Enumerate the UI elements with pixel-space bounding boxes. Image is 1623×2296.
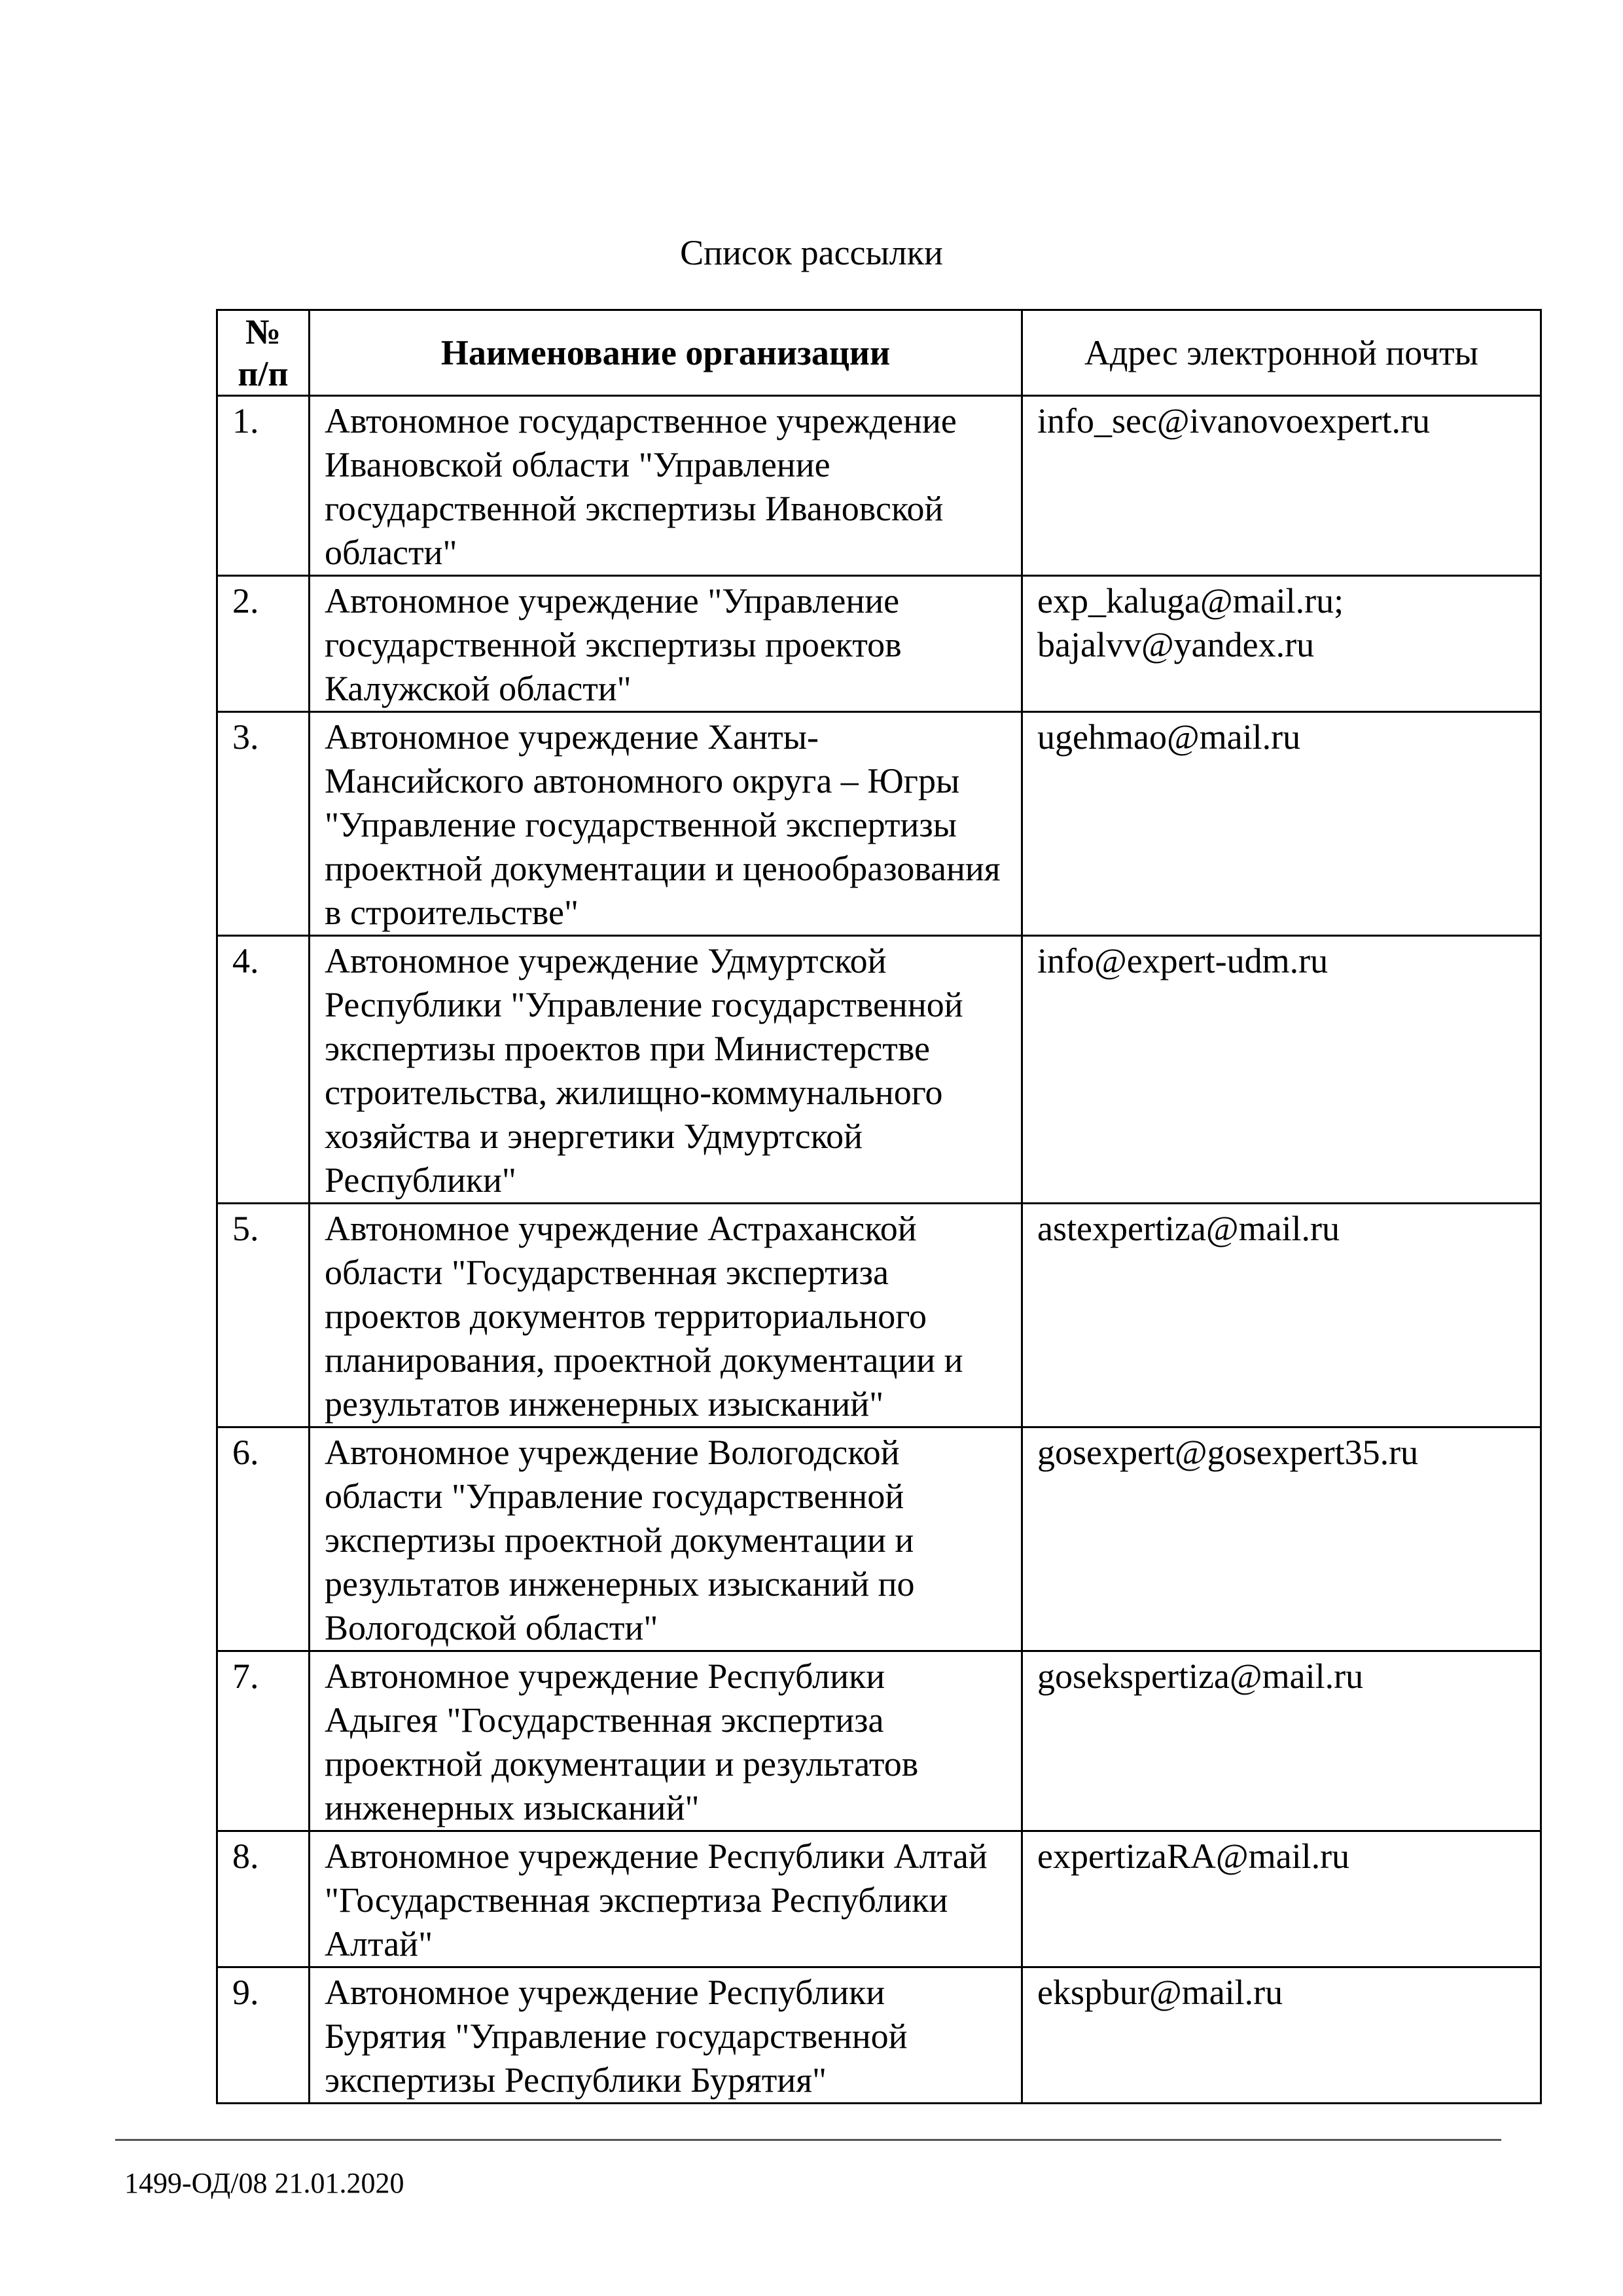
organization-name: Автономное учреждение Вологодской области "Управление государственной экспертизы проектной документации и результатов инженерных изысканий по Вологодской области" (310, 1427, 1022, 1651)
row-number: 3. (217, 712, 310, 936)
table-row (217, 1651, 1541, 1831)
row-number: 5. (217, 1204, 310, 1427)
table-row (217, 1967, 1541, 2104)
organization-name: Автономное государственное учреждение Ивановской области "Управление государственной экспертизы Ивановской области" (310, 396, 1022, 576)
document-reference: 1499-ОД/08 21.01.2020 (124, 2167, 404, 2199)
organization-name: Автономное учреждение Ханты-Мансийского автономного округа – Югры "Управление государственной экспертизы проектной документации и ценообразования в строительстве" (310, 712, 1022, 936)
column-header-organization: Наименование организации (310, 310, 1022, 396)
email-address (1022, 1967, 1541, 2104)
email-line: info@expert-udm.ru (1037, 941, 1329, 980)
organization-name: Автономное учреждение Астраханской области "Государственная экспертиза проектов документов территориального планирования, проектной документации и результатов инженерных изысканий" (310, 1204, 1022, 1427)
organization-name: Автономное учреждение Республики Адыгея "Государственная экспертиза проектной документации и результатов инженерных изысканий" (310, 1651, 1022, 1831)
email-address (1022, 1204, 1541, 1427)
row-number: 8. (217, 1831, 310, 1967)
email-address (1022, 1651, 1541, 1831)
table-row (217, 1831, 1541, 1967)
footer-divider (115, 2139, 1501, 2141)
table-row (217, 712, 1541, 936)
organization-name: Автономное учреждение Республики Алтай "Государственная экспертиза Республики Алтай" (310, 1831, 1022, 1967)
email-line: info_sec@ivanovoexpert.ru (1037, 401, 1431, 440)
email-line: ekspbur@mail.ru (1037, 1973, 1283, 2012)
organization-name: Автономное учреждение Удмуртской Республики "Управление государственной экспертизы проектов при Министерстве строительства, жилищно-коммунального хозяйства и энергетики Удмуртской Республики" (310, 936, 1022, 1204)
table-row (217, 936, 1541, 1204)
row-number: 9. (217, 1967, 310, 2104)
column-header-number (217, 310, 310, 396)
row-number: 7. (217, 1651, 310, 1831)
email-line: expertizaRA@mail.ru (1037, 1837, 1350, 1876)
row-number: 4. (217, 936, 310, 1204)
organization-name: Автономное учреждение Республики Бурятия "Управление государственной экспертизы Республики Бурятия" (310, 1967, 1022, 2104)
email-line: gosexpert@gosexpert35.ru (1037, 1433, 1419, 1472)
column-header-number-line2: п/п (238, 354, 289, 393)
table-row (217, 1427, 1541, 1651)
email-address (1022, 1427, 1541, 1651)
row-number: 1. (217, 396, 310, 576)
email-line: bajalvv@yandex.ru (1037, 625, 1315, 664)
email-line: ugehmao@mail.ru (1037, 717, 1301, 757)
column-header-email: Адрес электронной почты (1022, 310, 1541, 396)
mailing-list-table (216, 309, 1542, 2104)
email-address (1022, 712, 1541, 936)
row-number: 6. (217, 1427, 310, 1651)
email-address (1022, 936, 1541, 1204)
email-address (1022, 1831, 1541, 1967)
table-header-row (217, 310, 1541, 396)
table-row (217, 576, 1541, 712)
email-address (1022, 396, 1541, 576)
table-row (217, 396, 1541, 576)
email-line: exp_kaluga@mail.ru; (1037, 581, 1344, 620)
organization-name: Автономное учреждение "Управление государственной экспертизы проектов Калужской области" (310, 576, 1022, 712)
table-row (217, 1204, 1541, 1427)
column-header-number-line1: № (245, 312, 281, 351)
email-line: astexpertiza@mail.ru (1037, 1209, 1340, 1248)
page-title: Список рассылки (680, 233, 943, 272)
email-address (1022, 576, 1541, 712)
row-number: 2. (217, 576, 310, 712)
email-line: gosekspertiza@mail.ru (1037, 1657, 1364, 1696)
